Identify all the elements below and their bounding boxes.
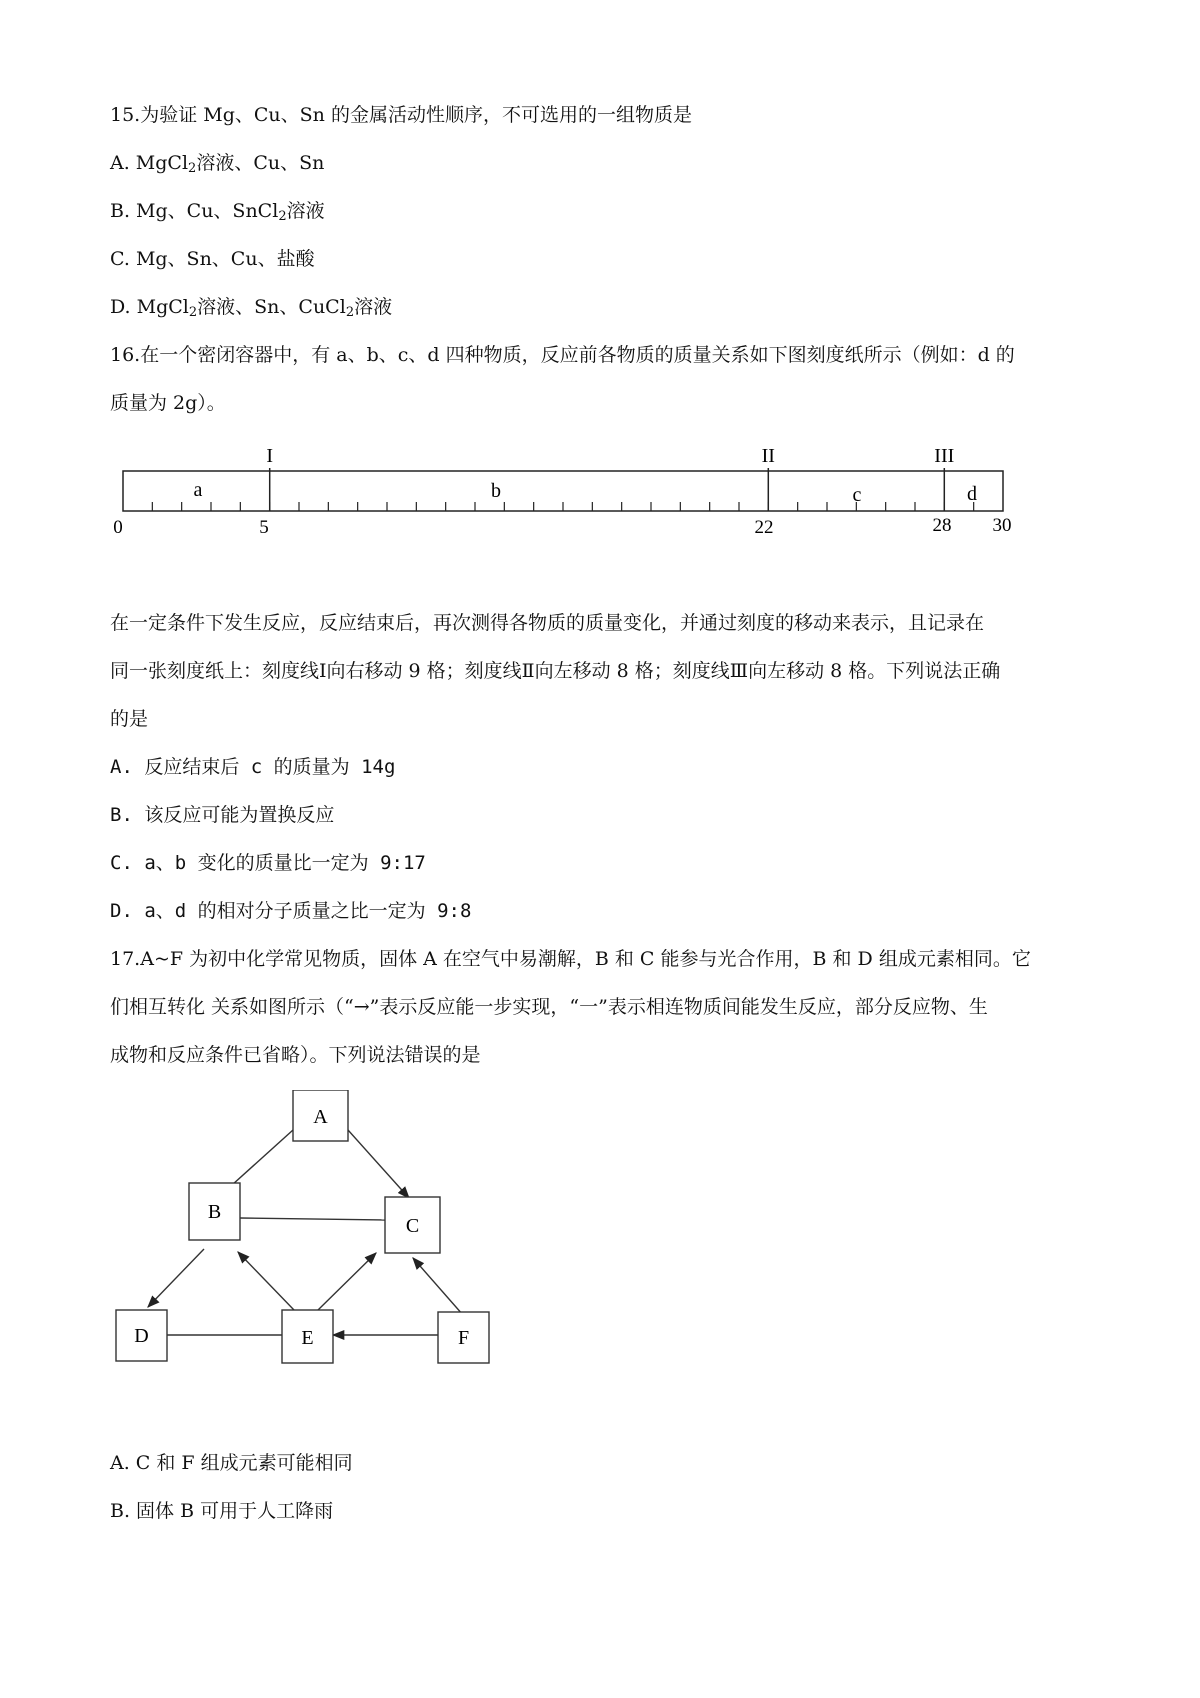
arrow-B-to-D [148,1249,204,1307]
ruler-marker-I: I [266,445,274,467]
q15-option-d-sub2: 2 [345,305,355,320]
arrow-A-to-C [348,1130,409,1198]
q16-desc-line3: 的是 [110,708,149,730]
ruler-segment-d: d [967,483,977,505]
node-D-label: D [134,1325,149,1347]
ruler-segment-b: b [491,480,501,502]
ruler-segment-a: a [193,479,203,501]
q17-option-b: B. 固体 B 可用于人工降雨 [110,1500,334,1522]
node-A-label: A [313,1106,328,1128]
arrow-F-to-C [413,1258,463,1315]
ruler-tick-5: 5 [259,517,269,538]
q15-option-b [110,198,325,224]
ruler-tick-22: 22 [754,517,774,538]
node-D [116,1310,167,1361]
node-F-label: F [457,1327,470,1349]
q15-option-d-part2: 溶液、Sn、CuCl [197,296,346,318]
q16-stem-line1: 16.在一个密闭容器中，有 a、b、c、d 四种物质，反应前各物质的质量关系如下图刻度纸所示（例如：d 的 [110,344,1015,366]
arrow-E-to-C [318,1253,376,1310]
node-E-label: E [301,1327,314,1349]
ruler-marker-II: II [761,445,775,467]
ruler-tick-28: 28 [932,515,952,536]
q16-desc-line2: 同一张刻度纸上：刻度线Ⅰ向右移动 9 格；刻度线Ⅱ向左移动 8 格；刻度线Ⅲ向左移动 8 格。下列说法正确 [110,660,1001,682]
q15-option-b-sub: 2 [278,209,287,224]
node-B [189,1183,240,1240]
q15-option-a-part1: A. MgCl [110,152,189,174]
arrow-E-to-B [238,1252,294,1310]
q15-option-d-sub1: 2 [188,305,198,320]
ruler-marker-III: III [934,445,955,467]
q15-option-c: C. Mg、Sn、Cu、盐酸 [110,248,315,270]
q16-ruler-diagram [100,440,1020,540]
q16-desc-line1: 在一定条件下发生反应，反应结束后，再次测得各物质的质量变化，并通过刻度的移动来表示，且记录在 [110,612,985,634]
q15-option-b-part1: B. Mg、Cu、SnCl [110,200,279,222]
q17-stem-line2: 们相互转化 关系如图所示（“→”表示反应能一步实现，“一”表示相连物质间能发生反应，部分反应物、生 [110,996,988,1018]
link-B-C [240,1218,385,1220]
q16-option-c: C. a、b 变化的质量比一定为 9:17 [110,852,426,874]
node-B-label: B [207,1201,222,1223]
q15-option-d [110,294,392,320]
q15-option-b-part2: 溶液 [286,200,325,222]
node-A [293,1090,348,1141]
q15-option-a-sub: 2 [188,161,197,176]
q15-stem: 15.为验证 Mg、Cu、Sn 的金属活动性顺序，不可选用的一组物质是 [110,104,692,126]
q15-option-a-part2: 溶液、Cu、Sn [196,152,325,174]
q16-option-a: A. 反应结束后 c 的质量为 14g [110,756,396,778]
node-F [438,1312,489,1363]
ruler-tick-0: 0 [113,517,123,538]
q17-stem-line1: 17.A~F 为初中化学常见物质，固体 A 在空气中易潮解，B 和 C 能参与光合作用，B 和 D 组成元素相同。它 [110,948,1031,970]
node-C [385,1197,440,1253]
ruler-segment-c: c [852,484,862,506]
q15-option-d-part1: D. MgCl [110,296,189,318]
node-E [282,1310,333,1363]
q15-option-d-part3: 溶液 [354,296,393,318]
node-C-label: C [405,1215,420,1237]
q15-option-a [110,150,324,176]
q17-stem-line3: 成物和反应条件已省略）。下列说法错误的是 [110,1044,481,1066]
q17-relation-diagram [100,1090,520,1380]
q16-option-b: B. 该反应可能为置换反应 [110,804,335,826]
q16-option-d: D. a、d 的相对分子质量之比一定为 9:8 [110,900,472,922]
q17-option-a: A. C 和 F 组成元素可能相同 [110,1452,353,1474]
ruler-tick-30: 30 [992,515,1012,536]
ruler-minor-ticks [152,502,973,511]
q16-stem-line2: 质量为 2g）。 [110,392,226,414]
